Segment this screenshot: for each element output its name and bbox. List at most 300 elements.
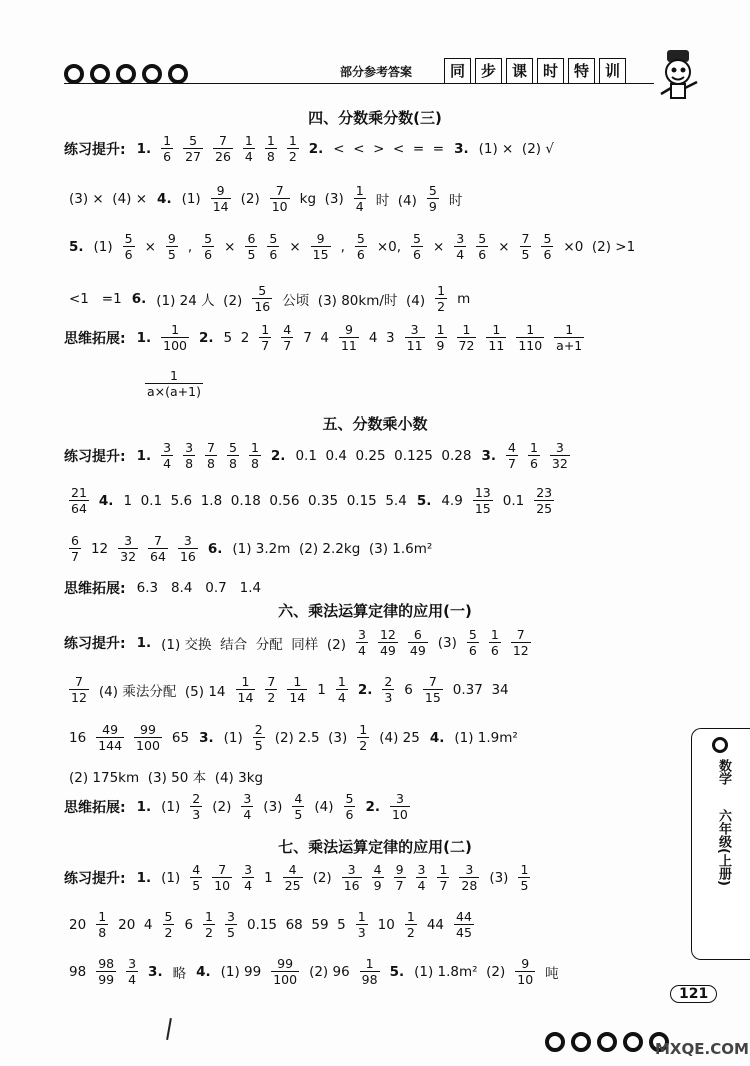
denominator: 32 [120,549,137,564]
answer-text: 4.9 [441,492,463,509]
denominator: 14 [237,690,254,705]
fraction [518,862,530,893]
denominator: 5 [227,925,235,940]
numerator: 5 [124,231,133,246]
fraction [405,322,425,353]
numerator: 13 [474,485,491,500]
denominator: 2 [359,738,368,753]
fraction [242,862,254,893]
fraction [292,791,304,822]
fraction [411,231,423,262]
answer-text: 时 [448,192,463,209]
fraction [271,956,299,987]
denominator: 2 [288,149,297,164]
series-char: 训 [599,58,626,84]
fraction [515,956,535,987]
answer-line [64,674,520,705]
answer-text: × [289,238,301,255]
answer-text: 44 [426,916,444,933]
question-number: 2. [199,329,214,346]
numerator: 3 [410,322,419,337]
denominator: 11 [340,338,357,353]
answer-text: 20 [69,916,87,933]
numerator: 4 [283,322,292,337]
denominator: 4 [337,690,346,705]
numerator: 9 [316,231,325,246]
denominator: 2 [205,925,213,940]
denominator: 7 [71,549,79,564]
numerator: 1 [170,368,178,383]
numerator: 7 [218,133,227,148]
fraction [486,322,506,353]
section-title-5: 五、分数乘小数 [322,415,428,433]
question-number: 2. [357,681,373,698]
numerator: 3 [358,627,366,642]
fraction [554,322,584,353]
denominator: 6 [529,456,538,471]
denominator: 6 [543,247,552,262]
header-dots [64,64,188,84]
denominator: 4 [128,972,137,987]
numerator: 9 [167,231,176,246]
fraction [69,533,81,564]
fraction [225,909,237,940]
numerator: 2 [384,674,393,689]
fraction [355,231,367,262]
denominator: 12 [71,690,87,705]
question-number: 5. [416,492,432,509]
numerator: 5 [478,231,487,246]
denominator: 5 [254,738,263,753]
denominator: 110 [518,338,543,353]
denominator: 9 [436,338,445,353]
fraction [287,674,307,705]
denominator: 4 [244,149,253,164]
denominator: 10 [517,972,534,987]
denominator: 7 [261,338,270,353]
ring-icon [90,64,110,84]
question-number: 3. [199,729,214,746]
fraction [241,791,253,822]
numerator: 7 [275,183,284,198]
denominator: 12 [512,643,529,658]
answer-text: 略 [172,965,187,982]
numerator: 2 [254,722,263,737]
fraction [236,674,256,705]
fraction [372,862,384,893]
section-title-4: 四、分数乘分数(三) [308,109,442,127]
answer-sequence [64,533,437,564]
answer-text: 0.15 68 59 5 [246,916,346,933]
fraction [145,368,203,399]
denominator: 15 [424,690,441,705]
denominator: 3 [384,690,393,705]
answer-text: 6.3 8.4 0.7 1.4 [136,580,262,596]
fraction [281,322,293,353]
fraction [163,909,175,940]
answer-text: (4) 乘法分配 (5) 14 [98,683,226,700]
numerator: 6 [247,231,256,246]
fraction [283,862,303,893]
fraction [454,909,474,940]
fraction [205,440,217,471]
fraction [405,909,417,940]
question-number: 4. [429,729,445,746]
question-number: 3. [454,140,469,157]
answer-text: 4 3 [368,329,395,346]
answer-text: 10 [377,916,395,933]
answer-text: (2) 2.5 (3) [274,729,348,746]
answer-text: 0.1 [502,492,525,509]
answer-text: (4) [314,798,334,815]
denominator: 6 [490,643,499,658]
answer-line [64,956,570,987]
answer-text: (1) 1.9m² [454,729,518,746]
practice-label: 练习提升: [64,141,126,158]
practice-label: 练习提升: [64,870,126,887]
numerator: 1 [565,322,574,337]
numerator: 98 [98,956,115,971]
answer-sequence [64,674,514,705]
thinking-label: 思维拓展: [64,581,126,597]
fraction [435,283,447,314]
denominator: 9 [373,878,382,893]
denominator: 49 [409,643,426,658]
question-number: 1. [136,634,152,651]
numerator: 5 [189,133,198,148]
answer-text: (3) [489,869,509,886]
answer-line [140,368,214,399]
answer-text: (1) [93,238,113,255]
answer-text: × [498,238,510,255]
numerator: 1 [355,183,364,198]
question-number: 1. [136,447,152,464]
fraction [123,231,135,262]
numerator: 21 [71,485,87,500]
denominator: 2 [437,299,446,314]
denominator: 4 [244,878,253,893]
answer-line [64,183,473,214]
question-number: 4. [157,190,172,207]
section-title-6: 六、乘法运算定律的应用(一) [278,602,472,620]
fraction [118,533,138,564]
denominator: 4 [243,807,252,822]
side-grade: 六年级(上册) [716,809,731,886]
ring-icon [142,64,162,84]
answer-sequence [64,722,523,753]
fraction [390,791,410,822]
denominator: 6 [345,807,354,822]
numerator: 1 [526,322,535,337]
fraction [459,862,479,893]
answer-text: (1) [181,190,201,207]
denominator: 2 [267,690,276,705]
denominator: 45 [456,925,472,940]
fraction [356,627,368,658]
numerator: 1 [98,909,107,924]
fraction [454,231,466,262]
denominator: 100 [136,738,160,753]
numerator: 1 [266,133,275,148]
header-label: 部分参考答案 [340,65,413,79]
thinking-label: 思维拓展: [64,799,126,816]
answer-text: × [224,238,236,255]
numerator: 99 [277,956,294,971]
fraction [249,440,261,471]
numerator: 5 [356,231,365,246]
answer-sequence [132,791,415,822]
fraction [357,722,369,753]
fraction [212,862,232,893]
numerator: 3 [244,862,253,877]
side-tab [691,728,750,960]
answer-text: , [187,238,193,255]
fraction [245,231,257,262]
numerator: 1 [359,722,368,737]
series-char: 时 [537,58,564,84]
numerator: 7 [428,674,437,689]
answer-text: 65 [171,729,190,746]
denominator: 4 [163,456,172,471]
question-number: 2. [308,140,324,157]
answer-sequence [140,368,208,399]
fraction [126,956,138,987]
fraction [134,722,162,753]
denominator: 5 [167,247,176,262]
fraction [473,485,493,516]
answer-line [64,283,481,314]
fraction [506,440,518,471]
ring-icon [116,64,136,84]
fraction [69,485,89,516]
fraction [394,862,406,893]
denominator: 49 [379,643,396,658]
denominator: 2 [406,925,415,940]
fraction [356,909,368,940]
fraction [336,674,348,705]
numerator: 5 [269,231,278,246]
numerator: 3 [417,862,426,877]
fraction [360,956,380,987]
fraction [423,674,443,705]
answer-text: 1 [317,681,326,698]
answer-sequence [132,322,590,353]
answer-text: 20 4 [118,916,153,933]
numerator: 5 [468,627,477,642]
fraction [183,133,203,164]
denominator: 11 [406,338,423,353]
fraction [342,862,362,893]
numerator: 3 [347,862,356,877]
question-number: 3. [481,447,497,464]
numerator: 9 [216,183,225,198]
denominator: 144 [98,738,123,753]
answer-text: (1) [161,869,181,886]
denominator: 5 [247,247,256,262]
fraction [69,674,89,705]
answer-line [64,722,529,753]
fraction [354,183,366,214]
denominator: 16 [343,878,360,893]
denominator: 25 [284,878,301,893]
fraction [202,231,214,262]
answer-text: 16 [69,729,87,746]
answer-line [64,627,542,658]
answer-text: 98 [69,963,87,980]
numerator: 3 [555,440,564,455]
pen-mark [166,1018,172,1040]
numerator: 3 [128,956,137,971]
numerator: 1 [492,322,501,337]
denominator: 15 [474,501,491,516]
numerator: 3 [395,791,404,806]
question-number: 1. [136,869,152,886]
ring-icon [545,1032,565,1052]
denominator: 4 [456,247,465,262]
numerator: 1 [244,133,253,148]
mascot-icon [655,48,705,104]
fraction [161,322,189,353]
denominator: 5 [520,878,529,893]
numerator: 1 [439,862,448,877]
answer-line [64,440,581,471]
fraction [166,231,178,262]
page-number: 121 [670,985,717,1003]
numerator: 7 [74,674,83,689]
ring-icon [64,64,84,84]
answer-text: (2) [240,190,260,207]
fraction [183,440,195,471]
denominator: 6 [163,149,172,164]
series-title [444,58,626,84]
denominator: 4 [417,878,426,893]
denominator: a+1 [556,338,583,353]
denominator: 72 [458,338,475,353]
answer-text: (3) × (4) × [69,190,148,207]
denominator: 28 [461,878,478,893]
denominator: 8 [229,456,237,471]
numerator: 1 [365,956,374,971]
numerator: 9 [521,956,530,971]
denominator: 32 [551,456,568,471]
fraction [489,627,501,658]
denominator: 7 [395,878,404,893]
fraction [339,322,359,353]
numerator: 5 [543,231,552,246]
answer-text: ×0, [376,238,402,255]
denominator: 27 [185,149,201,164]
answer-sequence [64,766,268,786]
ring-icon [623,1032,643,1052]
numerator: 1 [241,674,250,689]
fraction [516,322,544,353]
answer-text: 0.1 0.4 0.25 0.125 0.28 [295,447,472,464]
denominator: 4 [358,643,366,658]
fraction [382,674,394,705]
denominator: 6 [356,247,365,262]
numerator: 7 [154,533,162,548]
fraction [96,956,116,987]
answer-text: 1 [264,869,273,886]
numerator: 6 [413,627,422,642]
question-number: 1. [136,798,152,815]
numerator: 4 [373,862,382,877]
answer-line [64,862,541,893]
numerator: 1 [250,440,259,455]
page-header [0,48,750,100]
fraction [528,440,540,471]
answer-line [64,485,565,516]
numerator: 5 [204,231,213,246]
numerator: 1 [490,627,499,642]
answer-text: (2) 96 [309,963,350,980]
numerator: 3 [227,909,235,924]
fraction [96,909,108,940]
fraction [203,909,215,940]
answer-text: (4) 25 [379,729,420,746]
numerator: 1 [406,909,415,924]
denominator: 3 [192,807,201,822]
answer-text: 时 (4) [375,192,417,209]
answer-text: × [144,238,156,255]
fraction [211,183,231,214]
answer-text: (2) [312,869,332,886]
denominator: 6 [468,643,477,658]
section-title-7: 七、乘法运算定律的应用(二) [278,838,472,856]
fraction [227,440,239,471]
thinking-label: 思维拓展: [64,330,126,347]
fraction [267,231,279,262]
numerator: 1 [462,322,471,337]
numerator: 3 [163,440,172,455]
fraction [265,133,277,164]
question-number: 2. [270,447,286,464]
denominator: 10 [271,199,288,214]
numerator: 1 [337,674,346,689]
answer-line [64,791,421,822]
answer-text: × [432,238,445,255]
answer-text: (1) 3.2m (2) 2.2kg (3) 1.6m² [232,540,433,557]
series-char: 特 [568,58,595,84]
practice-label: 练习提升: [64,635,126,652]
numerator: 1 [205,909,213,924]
denominator: 98 [361,972,378,987]
answer-text: (1) [161,798,181,815]
answer-text: 吨 [545,965,559,982]
numerator: 7 [267,674,276,689]
answer-text: (1) 1.8m² (2) [414,963,506,980]
answer-text: (1) × (2) √ [478,140,554,157]
numerator: 23 [536,485,553,500]
numerator: 5 [428,183,437,198]
denominator: 7 [283,338,292,353]
numerator: 4 [192,862,201,877]
answer-sequence [64,485,559,516]
numerator: 1 [163,133,172,148]
question-number: 1. [136,140,152,157]
fraction [243,133,255,164]
numerator: 99 [140,722,156,737]
fraction [148,533,168,564]
answer-sequence [132,580,267,596]
side-subject: 数学 [716,759,731,785]
fraction [511,627,531,658]
answer-text: (1) [223,729,243,746]
fraction [161,440,173,471]
ring-icon [571,1032,591,1052]
numerator: 1 [529,440,538,455]
fraction [534,485,554,516]
